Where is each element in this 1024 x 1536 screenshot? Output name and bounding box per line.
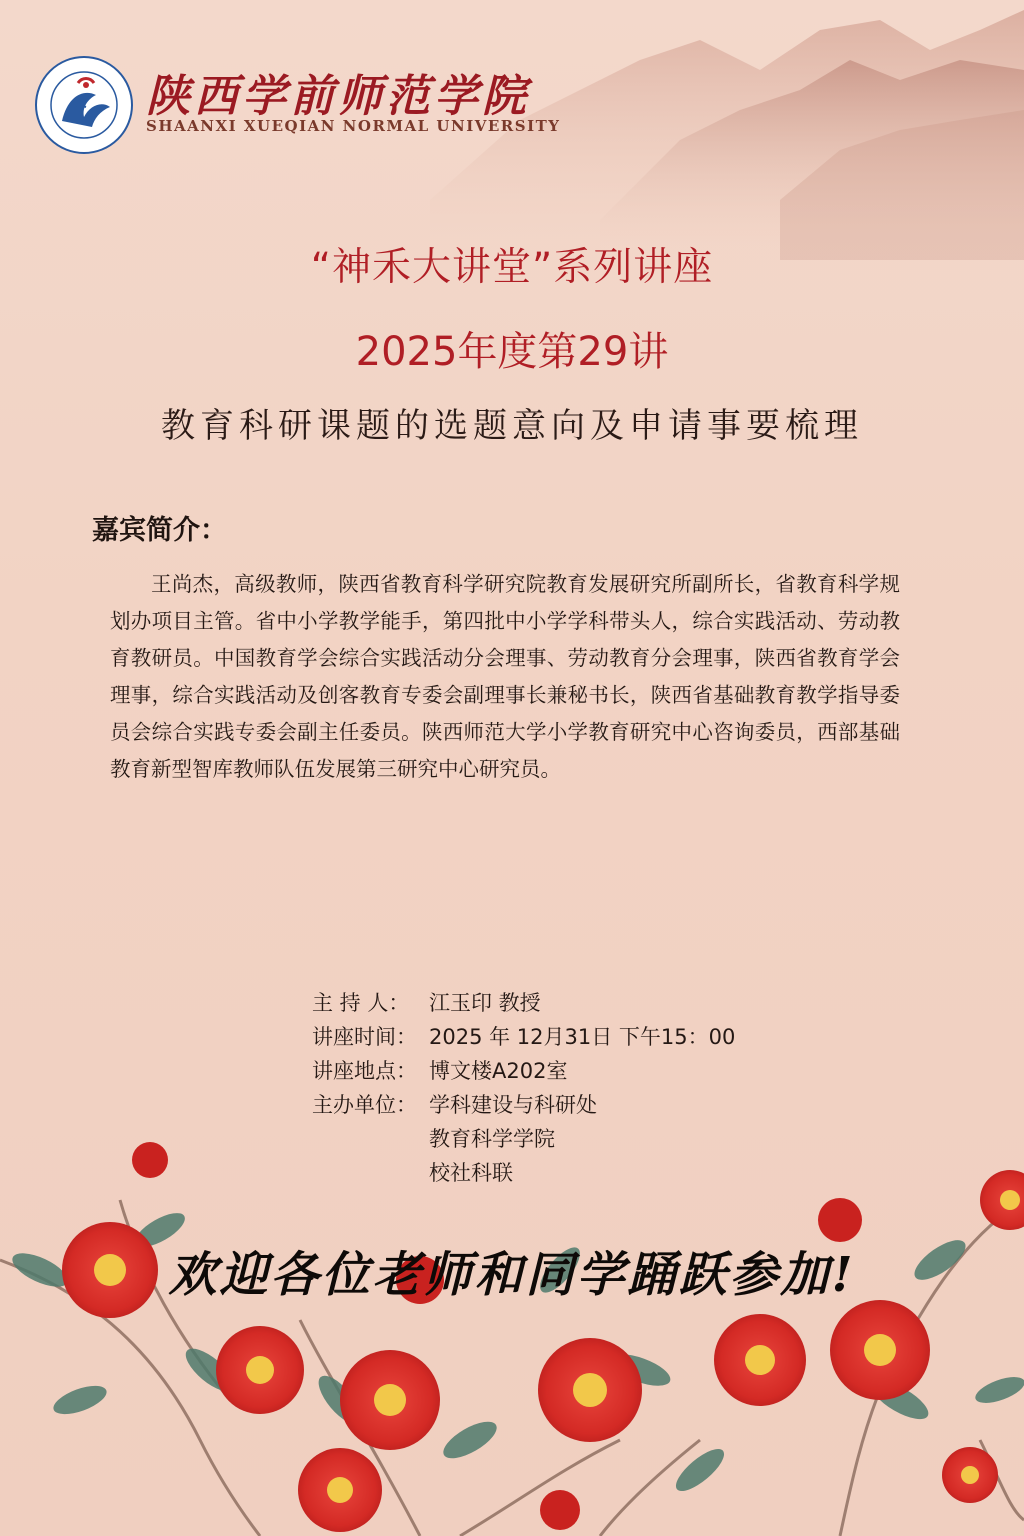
lecture-session-title: 2025年度第29讲 bbox=[355, 329, 669, 375]
organizer-3: 校社科联 bbox=[429, 1161, 513, 1185]
lecture-series-title: “神禾大讲堂”系列讲座 bbox=[310, 245, 714, 290]
organizer-2: 教育科学学院 bbox=[429, 1127, 555, 1151]
lecture-topic: 教育科研课题的选题意向及申请事要梳理 bbox=[161, 406, 863, 446]
school-name-cn: 陕西学前师范学院 bbox=[146, 71, 530, 122]
school-name-en: SHAANXI XUEQIAN NORMAL UNIVERSITY bbox=[146, 117, 561, 135]
guest-intro-heading: 嘉宾简介： bbox=[92, 515, 227, 546]
guest-bio: 王尚杰，高级教师，陕西省教育科学研究院教育发展研究所副所长，省教育科学规划办项目主管。省中小学教学能手，第四批中小学学科带头人，综合实践活动、劳动教育教研员。中国教育学会综合实践活动分会理事、劳动教育分会理事，陕西省教育学会理事，综合实践活动及创客教育专委会副理事长兼秘书长，陕西省基础教育教学指导委员会综合实践专委会副主任委员。陕西师范大学小学教育研究中心咨询委员，西部基础教育新型智库教师队伍发展第三研究中心研究员。 bbox=[110, 572, 900, 781]
organizer-1: 学科建设与科研处 bbox=[429, 1093, 597, 1117]
university-seal-logo bbox=[34, 55, 134, 155]
organizer-row bbox=[312, 1088, 735, 1122]
host-label: 主 持 人： bbox=[312, 991, 410, 1015]
place-row bbox=[312, 1054, 735, 1088]
place-value: 博文楼A202室 bbox=[429, 1059, 568, 1083]
host-value: 江玉印 教授 bbox=[429, 991, 541, 1015]
time-label: 讲座时间： bbox=[312, 1025, 417, 1049]
time-row bbox=[312, 1020, 735, 1054]
time-value: 2025 年 12月31日 下午15：00 bbox=[429, 1025, 736, 1049]
host-row bbox=[312, 986, 735, 1020]
place-label: 讲座地点： bbox=[312, 1059, 417, 1083]
organizer-label: 主办单位： bbox=[312, 1093, 417, 1117]
welcome-slogan: 欢迎各位老师和同学踊跃参加! bbox=[168, 1247, 856, 1303]
camellia-flowers-decoration bbox=[0, 1140, 1024, 1536]
